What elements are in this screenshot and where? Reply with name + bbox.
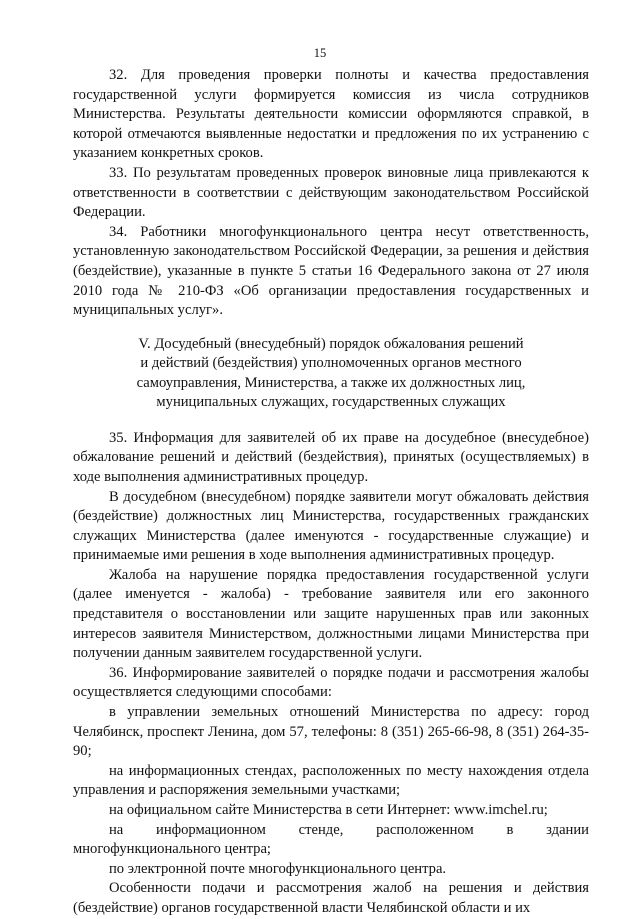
list-item-stands: на информационных стендах, расположенных по месту нахождения отдела управления и распоряжения земельными участками;: [73, 762, 589, 799]
paragraph-appeal-rights: В досудебном (внесудебном) порядке заявители могут обжаловать действия (бездействие) должностных лиц Министерства, государственных гражданских служащих Министерства (далее именуются - государственные служащие) и принимаемые ими решения в ходе выполнения административных процедур.: [73, 488, 589, 564]
list-item-website: на официальном сайте Министерства в сети Интернет: www.imchel.ru;: [109, 802, 548, 818]
page-number: 15: [313, 46, 327, 60]
paragraph-35: 35. Информация для заявителей об их праве на досудебное (внесудебное) обжалование решений и действий (бездействия), принятых (осуществляемых) в ходе выполнения административных процедур.: [73, 429, 589, 485]
heading-line: муниципальных служащих, государственных служащих: [156, 394, 506, 411]
heading-line: V. Досудебный (внесудебный) порядок обжалования решений: [138, 335, 524, 352]
section-v-heading: [73, 335, 589, 413]
paragraph-32: 32. Для проведения проверки полноты и качества предоставления государственной услуги формируется комиссия из числа сотрудников Министерства. Результаты деятельности комиссии оформляются справкой, в которой отмечаются выявленные недостатки и предложения по их устранению с указанием конкретных сроков.: [73, 67, 589, 162]
paragraph-33: 33. По результатам проведенных проверок виновные лица привлекаются к ответственности в соответствии с действующим законодательством Российской Федерации.: [73, 164, 589, 221]
list-item-mfc-stand: на информационном стенде, расположенном в здании многофункционального центра;: [73, 821, 589, 858]
paragraph-34: 34. Работники многофункционального центра несут ответственность, установленную законодательством Российской Федерации, за решения и действия (бездействие), указанные в пункте 5 статьи 16 Федерального закона от 27 июля 2010 года № 210-ФЗ «Об организации предоставления государственных и муниципальных услуг».: [73, 223, 589, 319]
paragraph-36: 36. Информирование заявителей о порядке подачи и рассмотрения жалобы осуществляется следующими способами:: [73, 664, 589, 701]
paragraph-features: Особенности подачи и рассмотрения жалоб на решения и действия (бездействие) органов государственной власти Челябинской области и их: [73, 880, 589, 916]
list-item-email: по электронной почте многофункционального центра.: [109, 860, 447, 877]
paragraph-complaint-definition: Жалоба на нарушение порядка предоставления государственной услуги (далее именуется - жалоба) - требование заявителя или его законного представителя о восстановлении или защите нарушенных прав или законных интересов заявителя Министерством, должностными лицами Министерства при получении данным заявителем государственной услуги.: [73, 566, 589, 662]
list-item-address: в управлении земельных отношений Министерства по адресу: город Челябинск, проспект Ленина, дом 57, телефоны: 8 (351) 265-66-98, 8 (351) 264-35-90;: [73, 704, 589, 760]
document-body: [73, 66, 589, 919]
heading-line: и действий (бездействия) уполномоченных органов местного: [140, 355, 522, 372]
heading-line: самоуправления, Министерства, а также их должностных лиц,: [136, 374, 526, 391]
